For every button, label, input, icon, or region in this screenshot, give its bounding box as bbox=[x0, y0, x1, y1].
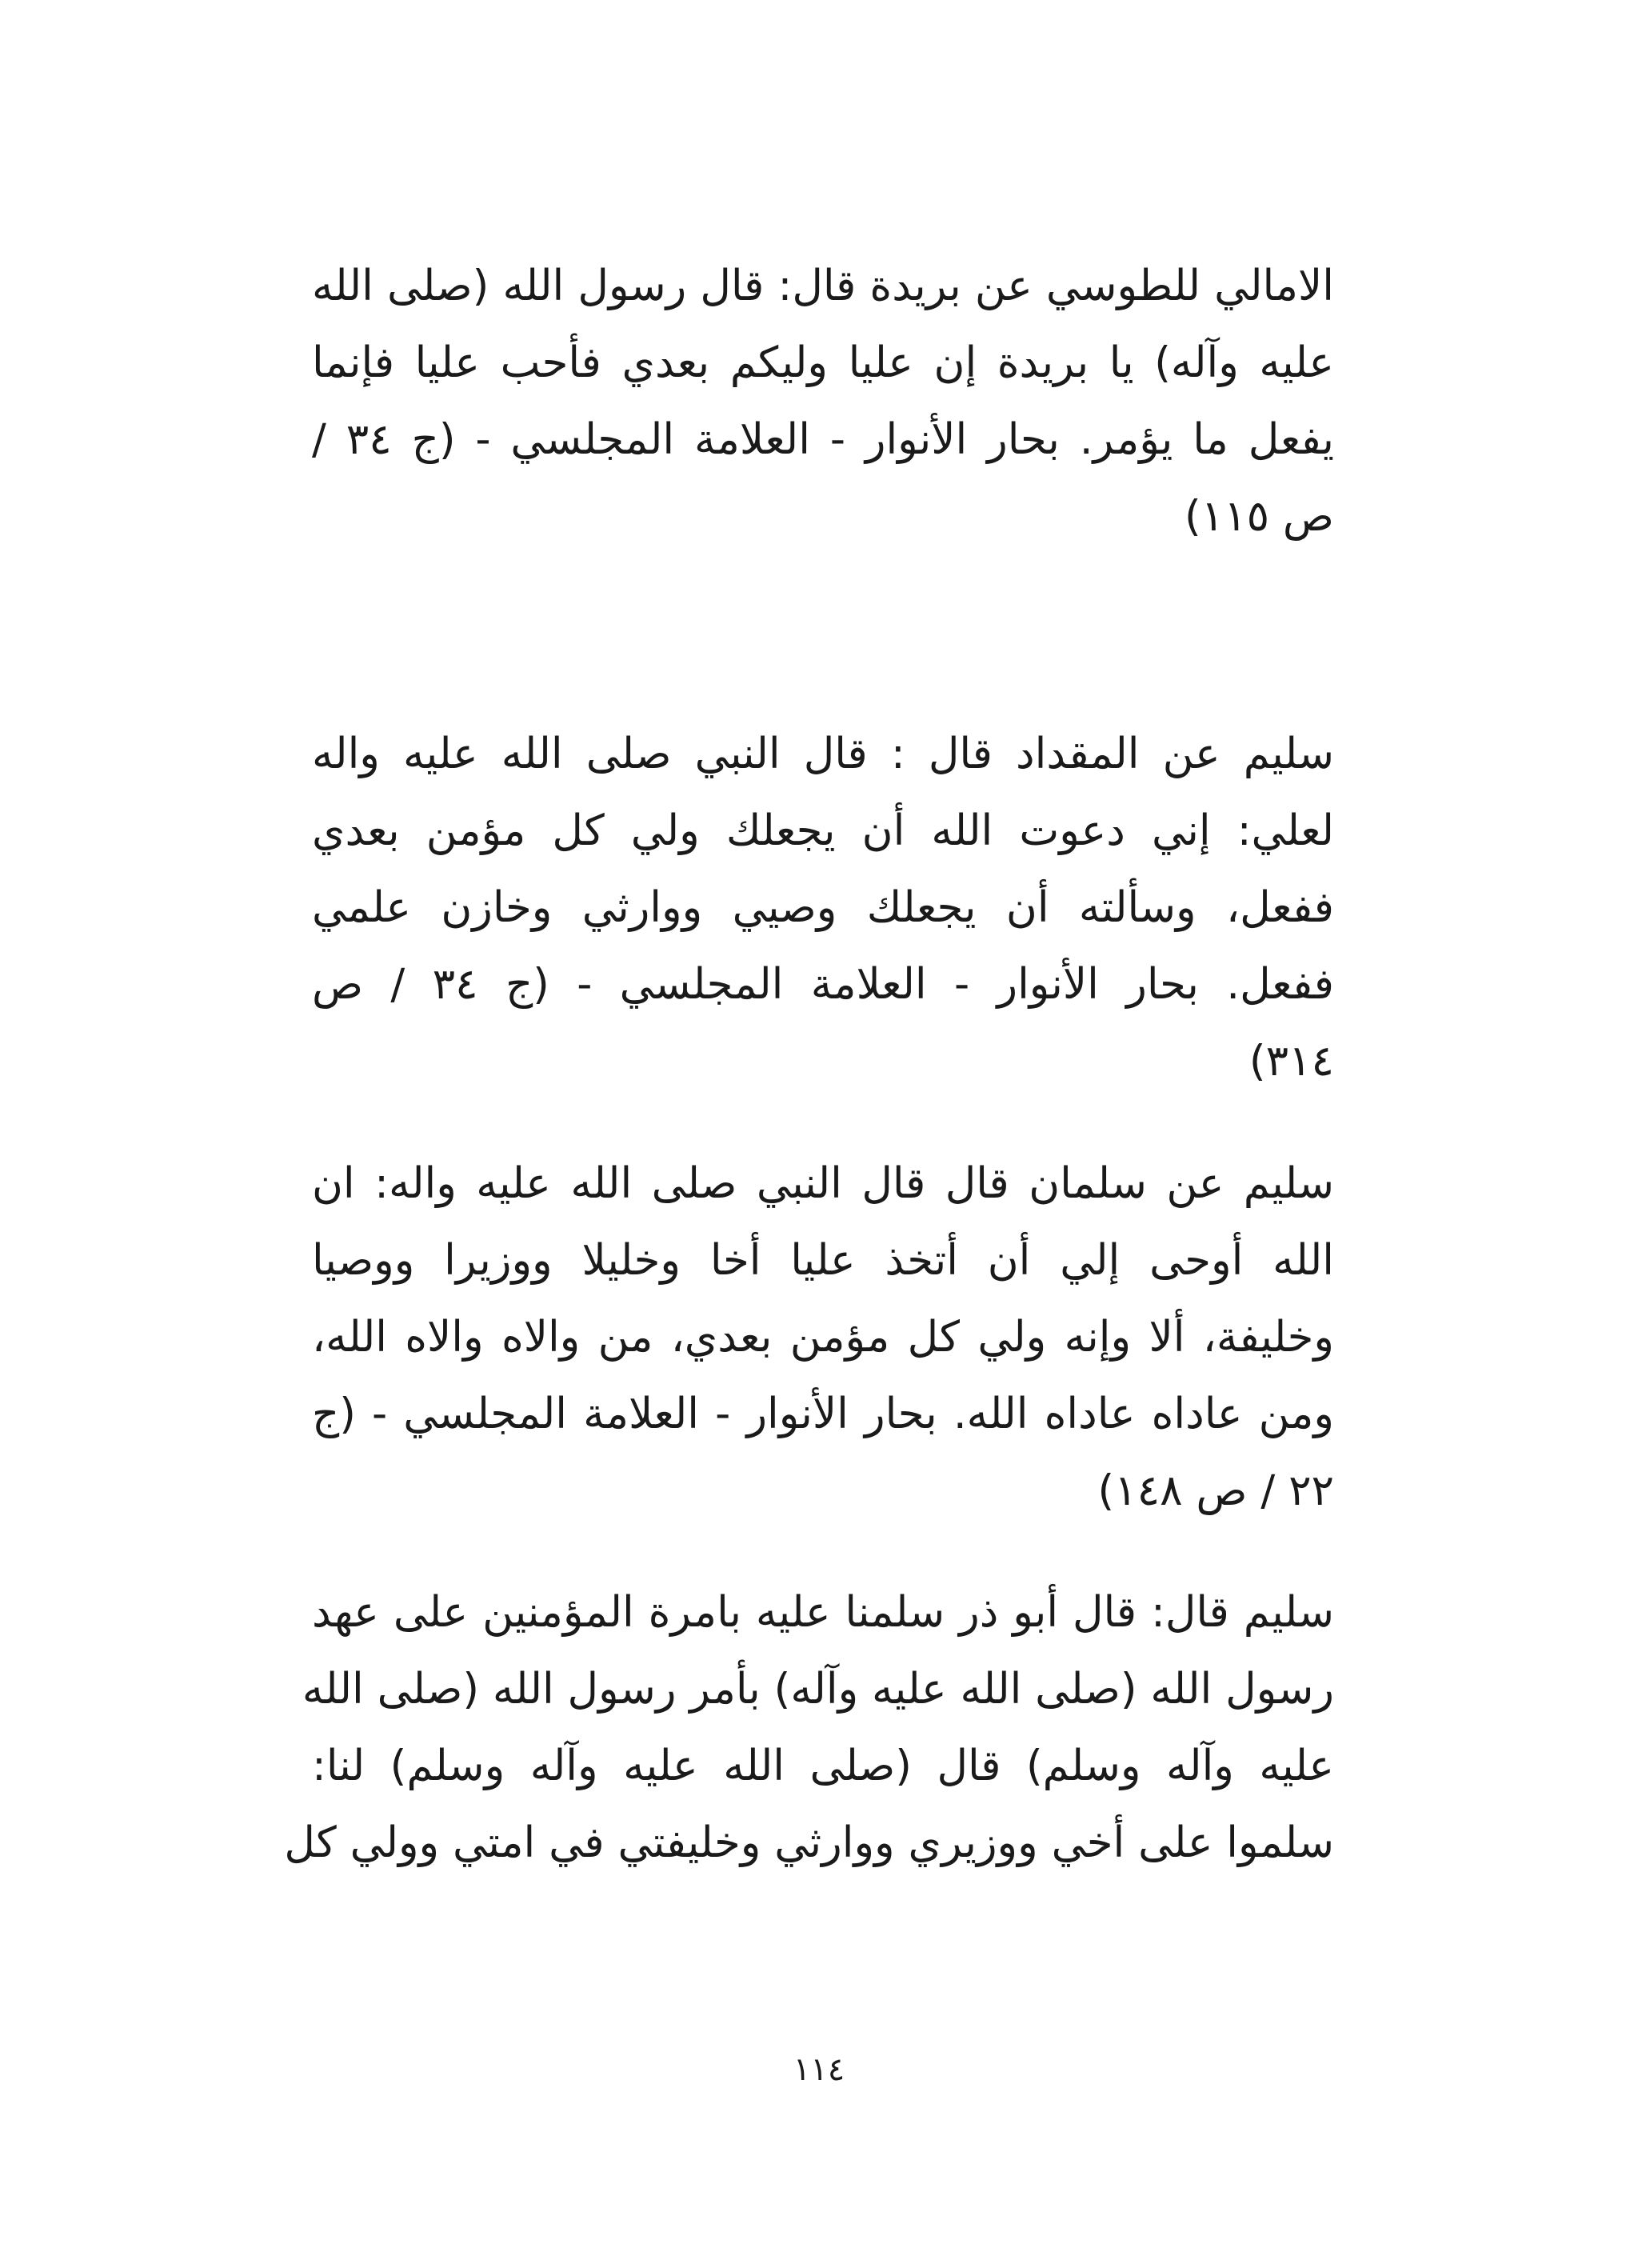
paragraph-1 bbox=[312, 248, 1334, 555]
paragraph-line: سليم عن المقداد قال : قال النبي صلى الله عليه واله bbox=[312, 730, 1334, 778]
paragraph-line: ٢٢ / ص ١٤٨) bbox=[1097, 1466, 1334, 1515]
paragraph-line: رسول الله (صلى الله عليه وآله) بأمر رسول الله (صلى الله bbox=[302, 1665, 1334, 1714]
paragraph-line: ففعل، وسألته أن يجعلك وصيي ووارثي وخازن علمي bbox=[312, 883, 1334, 932]
paragraph-line: ص ١١٥) bbox=[1184, 492, 1334, 541]
paragraph-4 bbox=[284, 1574, 1334, 1882]
page-number: ١١٤ bbox=[793, 2051, 845, 2088]
paragraph-line: الامالي للطوسي عن بريدة قال: قال رسول الله (صلى الله bbox=[312, 262, 1334, 310]
paragraph-3 bbox=[312, 1146, 1334, 1530]
paragraph-line: سليم قال: قال أبو ذر سلمنا عليه بامرة المؤمنين على عهد bbox=[312, 1588, 1334, 1637]
paragraph-line: ٣١٤) bbox=[1248, 1037, 1334, 1086]
paragraph-line: لعلي: إني دعوت الله أن يجعلك ولي كل مؤمن بعدي bbox=[312, 806, 1334, 855]
paragraph-line: ومن عاداه عاداه الله. بحار الأنوار - العلامة المجلسي - (ج bbox=[312, 1390, 1334, 1438]
paragraph-line: وخليفة، ألا وإنه ولي كل مؤمن بعدي، من والاه والاه الله، bbox=[312, 1313, 1334, 1362]
paragraph-line: ففعل. بحار الأنوار - العلامة المجلسي - (ج ٣٤ / ص bbox=[312, 960, 1334, 1009]
paragraph-line: سلموا على أخي ووزيري ووارثي وخليفتي في امتي وولي كل bbox=[284, 1818, 1334, 1867]
paragraph-line: سليم عن سلمان قال قال النبي صلى الله عليه واله: ان bbox=[312, 1159, 1334, 1208]
paragraph-2 bbox=[312, 716, 1334, 1100]
paragraph-line: عليه وآله وسلم) قال (صلى الله عليه وآله وسلم) لنا: bbox=[312, 1742, 1334, 1790]
paragraph-line: عليه وآله) يا بريدة إن عليا وليكم بعدي فأحب عليا فإنما bbox=[312, 338, 1334, 387]
paragraph-line: الله أوحى إلي أن أتخذ عليا أخا وخليلا ووزيرا ووصيا bbox=[312, 1236, 1334, 1285]
paragraph-line: يفعل ما يؤمر. بحار الأنوار - العلامة المجلسي - (ج ٣٤ / bbox=[312, 415, 1334, 464]
